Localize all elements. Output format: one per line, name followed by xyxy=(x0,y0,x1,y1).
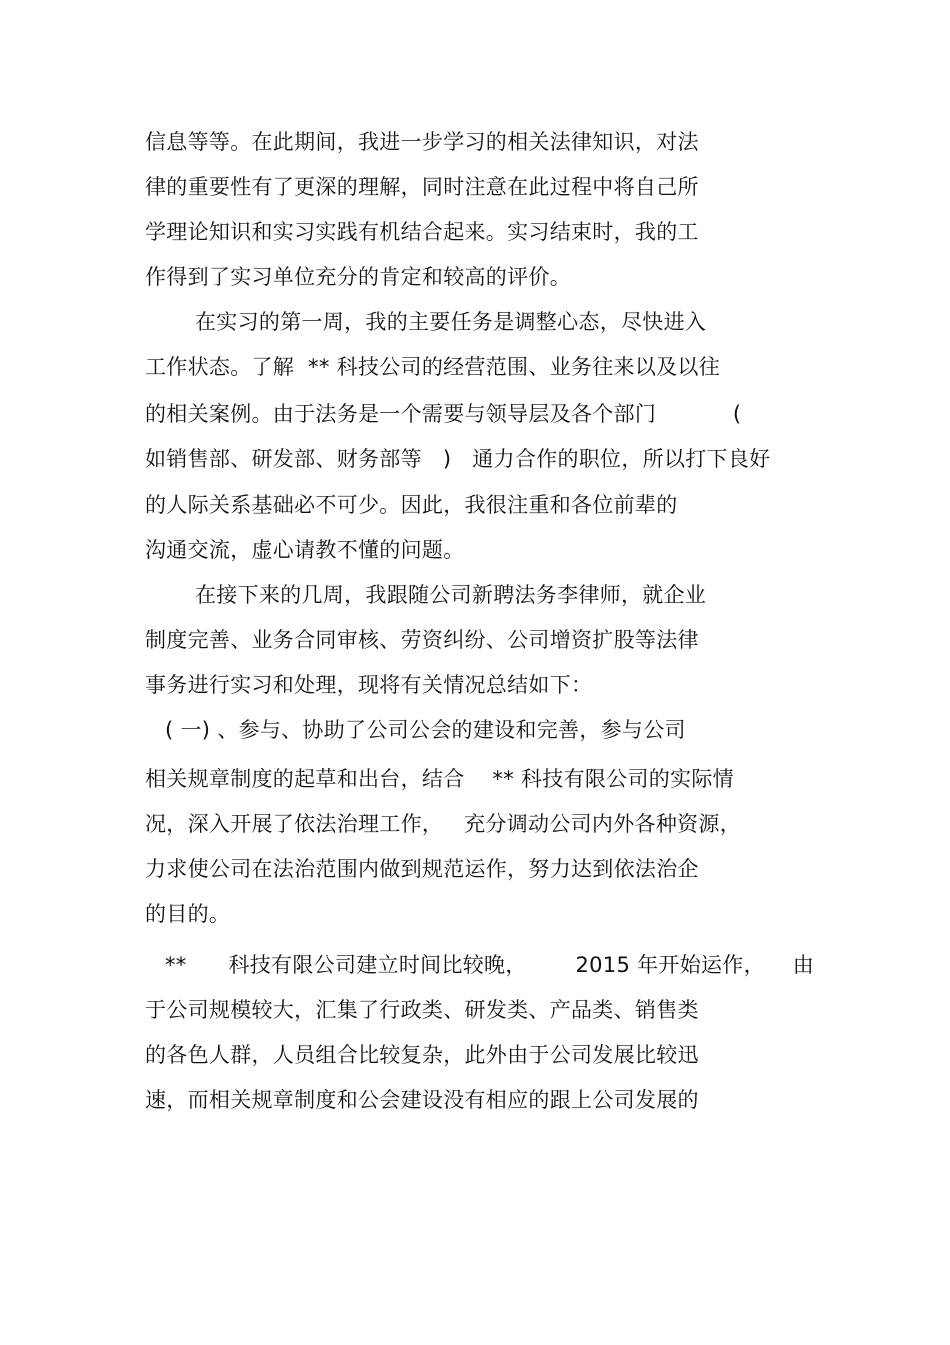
paragraph-line: 事务进行实习和处理，现将有关情况总结如下： xyxy=(145,673,593,697)
paragraph-line: 在实习的第一周，我的主要任务是调整心态，尽快进入 xyxy=(195,310,707,334)
paragraph-line: 的各色人群，人员组合比较复杂，此外由于公司发展比较迅 xyxy=(145,1043,699,1067)
paragraph-line: 制度完善、业务合同审核、劳资纠纷、公司增资扩股等法律 xyxy=(145,628,699,652)
paragraph-line: 在接下来的几周，我跟随公司新聘法务李律师，就企业 xyxy=(195,583,707,607)
paragraph-line: 速，而相关规章制度和公会建设没有相应的跟上公司发展的 xyxy=(145,1088,699,1112)
paragraph-line: 况，深入开展了依法治理工作， 充分调动公司内外各种资源， xyxy=(145,812,742,836)
paragraph-line: 的相关案例。由于法务是一个需要与领导层及各个部门 ( xyxy=(145,402,742,426)
paragraph-line: 律的重要性有了更深的理解，同时注意在此过程中将自己所 xyxy=(145,175,699,199)
paragraph-line: 的目的。 xyxy=(145,902,231,926)
paragraph-line: ** 科技有限公司建立时间比较晚， 2015 年开始运作， 由 xyxy=(165,953,815,977)
paragraph-line: 如销售部、研发部、财务部等 ) 通力合作的职位，所以打下良好 xyxy=(145,447,771,471)
paragraph-line: 工作状态。了解 ** 科技公司的经营范围、业务往来以及以往 xyxy=(145,355,721,379)
paragraph-line: 力求使公司在法治范围内做到规范运作，努力达到依法治企 xyxy=(145,857,699,881)
section-heading-line: ( 一) 、参与、协助了公司公会的建设和完善，参与公司 xyxy=(165,718,686,742)
paragraph-line: 信息等等。在此期间，我进一步学习的相关法律知识，对法 xyxy=(145,130,699,154)
paragraph-line: 学理论知识和实习实践有机结合起来。实习结束时，我的工 xyxy=(145,220,699,244)
paragraph-line: 于公司规模较大，汇集了行政类、研发类、产品类、销售类 xyxy=(145,998,699,1022)
paragraph-line: 的人际关系基础必不可少。因此，我很注重和各位前辈的 xyxy=(145,493,678,517)
paragraph-line: 作得到了实习单位充分的肯定和较高的评价。 xyxy=(145,265,571,289)
paragraph-line: 相关规章制度的起草和出台，结合 ** 科技有限公司的实际情 xyxy=(145,767,734,791)
paragraph-line: 沟通交流，虚心请教不懂的问题。 xyxy=(145,538,465,562)
